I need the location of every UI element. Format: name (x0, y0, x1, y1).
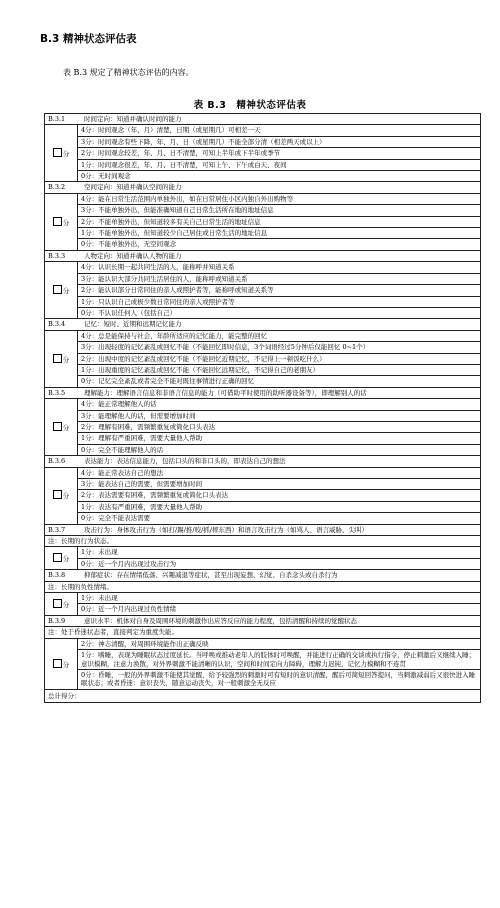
option-text: 2分：出现中度的记忆紊乱或回忆不能（不能回忆近期记忆，不记得上一顿饭吃什么） (78, 353, 481, 364)
option-row (45, 296, 481, 307)
option-row (45, 638, 481, 649)
option-row (45, 205, 481, 216)
section-header (45, 182, 481, 193)
option-text: 3分：时间观念有些下降，年、月、日（或星期几）不能全部分清（相差两天或以上） (78, 136, 481, 147)
option-row (45, 228, 481, 239)
option-text: 2分：神志清醒，对周围环境能作出正确反映 (78, 638, 481, 649)
option-row (45, 376, 481, 387)
section-header (45, 456, 481, 467)
section-note-row (45, 627, 481, 638)
option-text: 0分：无时间观念 (78, 171, 481, 182)
option-row (45, 669, 481, 689)
option-row (45, 262, 481, 273)
option-row (45, 148, 481, 159)
score-checkbox[interactable] (53, 659, 62, 668)
section-header (45, 570, 481, 581)
option-text: 0分：完全不能表达需要 (78, 513, 481, 524)
section-header (45, 319, 481, 330)
option-text: 0分：不认识任何人（包括自己） (78, 307, 481, 318)
option-row (45, 444, 481, 455)
score-cell[interactable] (45, 193, 78, 250)
section-title: 时间定向：知道并确认时间的能力 (84, 115, 182, 123)
score-unit-label: 分 (62, 355, 70, 364)
section-header-row (45, 387, 481, 398)
score-cell[interactable] (45, 399, 78, 456)
intro-paragraph: 表 B.3 规定了精神状态评估的内容。 (63, 68, 194, 77)
option-row (45, 467, 481, 478)
section-note-row (45, 536, 481, 547)
score-unit-label: 分 (62, 660, 70, 669)
score-checkbox[interactable] (53, 148, 62, 157)
score-unit-label: 分 (62, 600, 70, 609)
option-row (45, 410, 481, 421)
score-checkbox[interactable] (53, 285, 62, 294)
option-text: 3分：出现轻度的记忆紊乱或回忆不能（不能回忆即时信息，3个词语经过5分钟后仅能回忆 0~1个） (78, 342, 481, 353)
option-text: 3分：不能单独外出，但能准确知道自己日常生活所在地的地址信息 (78, 205, 481, 216)
option-text: 4分：能正常理解他人的话 (78, 399, 481, 410)
section-title: 理解能力：理解语言信息和非语言信息的能力（可借助平时使用的助听器设备等），即理解别人的话 (84, 388, 367, 397)
option-row (45, 364, 481, 375)
option-text: 1分：不能单独外出，但知道较少自己居住或日常生活的地址信息 (78, 228, 481, 239)
score-cell[interactable] (45, 467, 78, 524)
option-row (45, 421, 481, 432)
section-header-row (45, 456, 481, 467)
section-note: 注：处于昏迷状态者，直接判定为重度失能。 (45, 627, 481, 638)
score-unit-label: 分 (62, 423, 70, 432)
option-text: 1分：只认识自己或极少数日常同住的亲人或照护者等 (78, 296, 481, 307)
option-row (45, 330, 481, 341)
score-unit-label: 分 (62, 555, 70, 564)
section-header-row (45, 250, 481, 261)
section-number: B.3.8 (48, 571, 66, 580)
score-checkbox[interactable] (53, 490, 62, 499)
option-row (45, 273, 481, 284)
option-row (45, 650, 481, 670)
option-text: 2分：时间观念较差，年、月、日不清楚，可知上半年或下半年或季节 (78, 148, 481, 159)
score-cell[interactable] (45, 547, 78, 570)
option-text: 0分：完全不能理解他人的话 (78, 444, 481, 455)
section-title: 攻击行为：身体攻击行为（如打/踢/推/咬/抓/摔东西）和语言攻击行为（如骂人、语言威胁、尖叫） (84, 525, 368, 534)
section-number: B.3.7 (48, 525, 66, 534)
section-number: B.3.3 (48, 251, 66, 260)
section-title: 表达能力：表达信息能力，包括口头的和非口头的，即表达自己的想法 (84, 457, 286, 466)
option-text: 3分：能理解他人的话，但需要增加时间 (78, 410, 481, 421)
score-checkbox[interactable] (53, 599, 62, 608)
option-text: 4分：能正常表达自己的想法 (78, 467, 481, 478)
section-number: B.3.2 (48, 183, 66, 192)
assessment-table (44, 113, 481, 703)
score-unit-label: 分 (62, 150, 70, 159)
section-header (45, 114, 481, 125)
option-text: 3分：能认识大部分共同生活居住的人，能称呼或知道关系 (78, 273, 481, 284)
option-row (45, 193, 481, 204)
section-header-row (45, 319, 481, 330)
option-row (45, 159, 481, 170)
option-text: 4分：能在日常生活范围内单独外出，如在日常居住小区内独自外出购物等 (78, 193, 481, 204)
section-number: B.3.1 (48, 115, 66, 123)
option-row (45, 399, 481, 410)
option-row (45, 125, 481, 136)
option-text: 0分：昏睡，一般的外界刺激不能使其觉醒，给予较强烈的刺激时可有短时的意识清醒，醒后可简短回答提问，当刺激减弱后又很快进入睡眠状态；或者昏迷：意识丧失，随意运动丧失，对一般刺激全无反应 (78, 669, 481, 689)
option-text: 1分：未出现 (78, 593, 481, 604)
option-row (45, 171, 481, 182)
section-header-row (45, 182, 481, 193)
score-cell[interactable] (45, 125, 78, 182)
option-text: 0分：不能单独外出，无空间观念 (78, 239, 481, 250)
total-score-label: 总计得分： (45, 689, 481, 702)
section-number: B.3.5 (48, 388, 66, 397)
option-text: 2分：理解有困难，需频繁重复或简化口头表达 (78, 421, 481, 432)
option-row (45, 547, 481, 558)
section-number: B.3.4 (48, 320, 66, 329)
option-text: 1分：表达有严重困难，需要大量他人帮助 (78, 501, 481, 512)
option-row (45, 307, 481, 318)
section-title: 记忆：短时、近期和远期记忆能力 (84, 320, 182, 329)
option-row (45, 479, 481, 490)
option-row (45, 353, 481, 364)
section-title: 人物定向：知道并确认人物的能力 (84, 251, 182, 260)
option-text: 0分：记忆完全紊乱或者完全不能对既往事情进行正确的回忆 (78, 376, 481, 387)
score-unit-label: 分 (62, 492, 70, 501)
section-note: 注：长期的行为状态。 (45, 536, 481, 547)
section-number: B.3.9 (48, 616, 66, 625)
option-row (45, 239, 481, 250)
option-text: 4分：时间观念（年、月）清楚，日期（或星期几）可相差一天 (78, 125, 481, 136)
option-row (45, 216, 481, 227)
option-row (45, 433, 481, 444)
option-text: 1分：出现重度的记忆紊乱或回忆不能（不能回忆远期记忆，不记得自己的老朋友） (78, 364, 481, 375)
option-row (45, 285, 481, 296)
option-text: 3分：能表达自己的需要，但需要增加时间 (78, 479, 481, 490)
score-unit-label: 分 (62, 287, 70, 296)
score-checkbox[interactable] (53, 553, 62, 562)
section-header-row (45, 615, 481, 626)
option-row (45, 593, 481, 604)
section-title: 空间定向：知道并确认空间的能力 (84, 183, 182, 192)
score-checkbox[interactable] (53, 422, 62, 431)
section-header (45, 387, 481, 398)
option-text: 2分：不能单独外出，但知道较多有关自己日常生活的地址信息 (78, 216, 481, 227)
option-row (45, 558, 481, 569)
option-row (45, 501, 481, 512)
section-header (45, 524, 481, 535)
table-caption: 表 B.3 精神状态评估表 (193, 100, 307, 111)
score-checkbox[interactable] (53, 217, 62, 226)
score-cell[interactable] (45, 330, 78, 387)
option-text: 2分：能认识部分日常同住的亲人或照护者等，能称呼或知道关系等 (78, 285, 481, 296)
section-header (45, 615, 481, 626)
section-title: 抑郁症状：存在情绪低落、兴趣减退等症状，甚至出现妄想、幻觉、自杀念头或自杀行为 (84, 571, 338, 580)
total-row (45, 689, 481, 702)
section-title: 意识水平：机体对自身及周围环境的刺激作出应答反应的能力程度，包括清醒和持续的觉醒状态 (84, 616, 357, 625)
option-row (45, 604, 481, 615)
score-cell[interactable] (45, 262, 78, 319)
option-row (45, 490, 481, 501)
option-text: 4分：总是能保持与社会、年龄所适应的记忆能力，能完整的回忆 (78, 330, 481, 341)
section-note: 注：长期的负性情绪。 (45, 581, 481, 592)
section-header-row (45, 524, 481, 535)
option-text: 1分：理解有严重困难，需要大量他人帮助 (78, 433, 481, 444)
option-text: 1分：未出现 (78, 547, 481, 558)
option-text: 0分：近一个月内出现过攻击行为 (78, 558, 481, 569)
option-text: 4分：认识长期一起共同生活的人，能称呼并知道关系 (78, 262, 481, 273)
section-number: B.3.6 (48, 457, 66, 466)
option-text: 1分：时间观念很差，年、月、日不清楚，可知上午、下午或白天、夜间 (78, 159, 481, 170)
option-text: 1分：嗜睡，表现为睡眠状态过度延长。当呼唤或推动老年人的肢体时可唤醒，并能进行正确的交谈或执行指令，停止刺激后又继续入睡；意识模糊，注意力涣散，对外界刺激不能清晰的认识，空间和时间定向力障碍，理解力迟钝，记忆力模糊和不连贯 (78, 650, 481, 670)
score-cell[interactable] (45, 638, 78, 689)
option-text: 0分：近一个月内出现过负性情绪 (78, 604, 481, 615)
section-header-row (45, 114, 481, 125)
score-cell[interactable] (45, 593, 78, 616)
section-header (45, 250, 481, 261)
option-row (45, 136, 481, 147)
section-note-row (45, 581, 481, 592)
score-checkbox[interactable] (53, 354, 62, 363)
section-header-row (45, 570, 481, 581)
option-row (45, 513, 481, 524)
section-heading: B.3 精神状态评估表 (40, 33, 137, 45)
option-row (45, 342, 481, 353)
option-text: 2分：表达需要有困难，需频繁重复或简化口头表达 (78, 490, 481, 501)
score-unit-label: 分 (62, 218, 70, 227)
